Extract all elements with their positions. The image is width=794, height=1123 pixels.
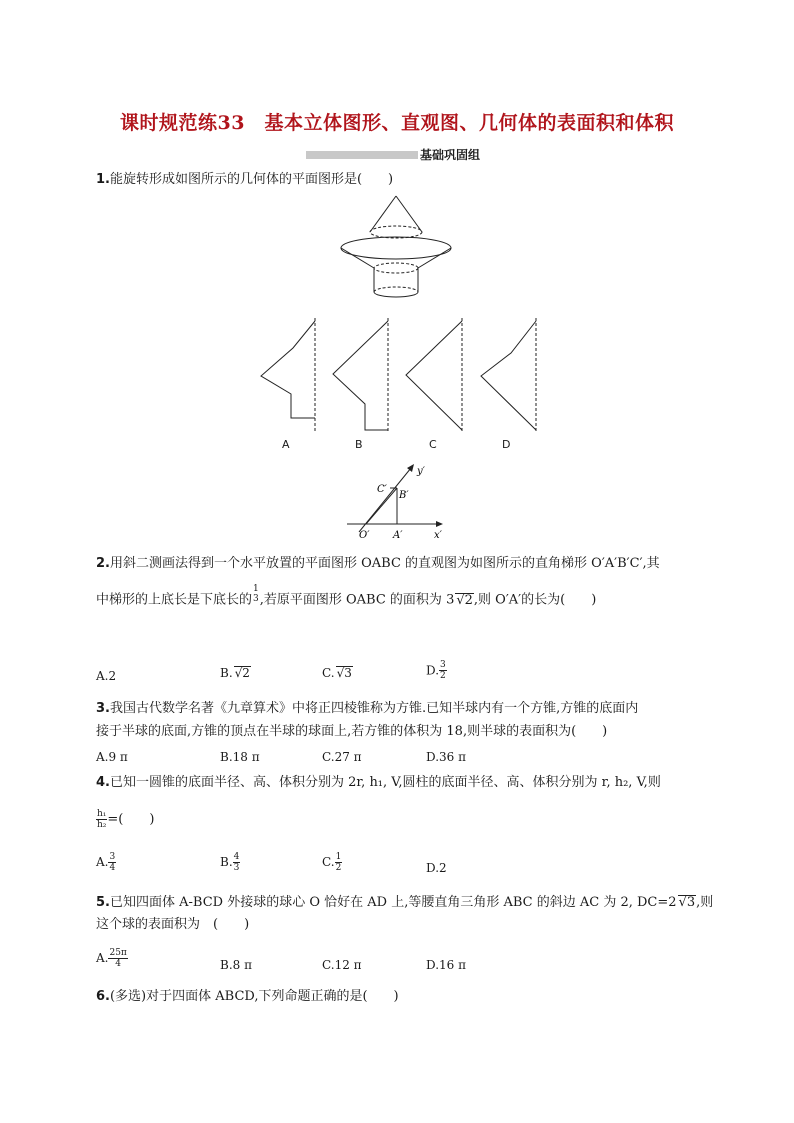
- option-label-c: C: [429, 438, 437, 451]
- numerator: 3: [440, 660, 446, 670]
- question-2: [96, 554, 660, 574]
- label-o: O′: [359, 530, 370, 541]
- numerator: 3: [109, 852, 116, 862]
- option-prefix: B.: [220, 855, 233, 869]
- option-prefix: A.: [96, 951, 109, 965]
- sqrt-icon: √3: [336, 666, 352, 680]
- q4-option-b[interactable]: [220, 852, 240, 873]
- q2-option-c[interactable]: [322, 666, 353, 680]
- question-2-line2: [96, 584, 597, 611]
- text-segment: ,则 O′A′的长为( ): [473, 592, 597, 608]
- fraction: [335, 852, 343, 873]
- solid-figure: [336, 192, 458, 304]
- q3-option-a[interactable]: A.9 π: [96, 750, 128, 764]
- denominator: 4: [115, 959, 122, 969]
- section-bar: [306, 151, 418, 159]
- numerator: 1: [335, 852, 342, 862]
- label-x: x′: [434, 530, 442, 541]
- label-b: B′: [399, 490, 409, 501]
- option-prefix: C.: [322, 666, 335, 680]
- question-number: 4.: [96, 775, 110, 790]
- question-4-line2: [96, 809, 154, 830]
- fraction: [233, 852, 241, 873]
- text-segment: ,则: [696, 895, 714, 910]
- question-number: 6.: [96, 989, 110, 1004]
- sqrt-icon: √2: [456, 592, 473, 608]
- q5-option-c[interactable]: C.12 π: [322, 958, 362, 972]
- question-5-line2: 这个球的表面积为 ( ): [96, 917, 250, 932]
- q2-option-a[interactable]: A.2: [96, 669, 117, 683]
- option-label-d: D: [502, 438, 511, 451]
- numerator: 25π: [109, 948, 127, 958]
- question-number: 1.: [96, 172, 110, 187]
- question-6: [96, 987, 399, 1007]
- option-c-shape: [406, 318, 462, 433]
- q3-option-b[interactable]: B.18 π: [220, 750, 260, 764]
- option-label-b: B: [355, 438, 363, 451]
- fraction: [96, 809, 107, 830]
- label-a: A′: [393, 530, 403, 541]
- q4-option-d[interactable]: D.2: [426, 861, 447, 875]
- denominator: 3: [233, 863, 240, 873]
- page-title: 课时规范练33 基本立体图形、直观图、几何体的表面积和体积: [120, 112, 674, 134]
- sqrt-value: 3: [686, 895, 696, 910]
- option-prefix: C.: [322, 855, 335, 869]
- option-a-shape: [261, 318, 315, 433]
- question-number: 3.: [96, 701, 110, 716]
- question-text-line1: 已知一圆锥的底面半径、高、体积分别为 2r, h₁, V,圆柱的底面半径、高、体积分别为 r, h₂, V,则: [109, 775, 661, 790]
- option-prefix: B.: [220, 666, 233, 680]
- q5-option-b[interactable]: B.8 π: [220, 958, 252, 972]
- q2-option-d[interactable]: [426, 660, 447, 681]
- question-1: [96, 170, 393, 190]
- question-text: 能旋转形成如图所示的几何体的平面图形是( ): [109, 172, 394, 187]
- fraction: [252, 584, 260, 604]
- numerator: 1: [253, 584, 259, 594]
- question-number: 5.: [96, 895, 110, 910]
- q4-option-a[interactable]: [96, 852, 116, 873]
- text-segment: 中梯形的上底长是下底长的: [96, 592, 253, 608]
- denominator: 4: [109, 863, 116, 873]
- label-c: C′: [377, 484, 387, 495]
- option-prefix: A.: [96, 855, 109, 869]
- question-text: (多选)对于四面体 ABCD,下列命题正确的是( ): [109, 989, 399, 1004]
- denominator: 3: [253, 594, 259, 604]
- question-text-line1: 用斜二测画法得到一个水平放置的平面图形 OABC 的直观图为如图所示的直角梯形 O′A′B′C′,其: [109, 556, 660, 571]
- text-segment: =( ): [107, 812, 155, 827]
- denominator: 2: [335, 863, 342, 873]
- text-segment: 已知四面体 A-BCD 外接球的球心 O 恰好在 AD 上,等腰直角三角形 ABC 的斜边 AC 为 2, DC=2: [109, 895, 677, 910]
- option-shapes: [255, 318, 555, 433]
- question-4: [96, 773, 661, 793]
- fraction: [108, 852, 116, 873]
- sqrt-value: 2: [464, 592, 473, 608]
- q5-option-d[interactable]: D.16 π: [426, 958, 466, 972]
- option-b-shape: [333, 318, 388, 433]
- sqrt-value: 2: [242, 666, 250, 680]
- trapezoid-figure: [345, 462, 450, 542]
- fraction: [108, 948, 127, 969]
- numerator: h₁: [97, 809, 107, 819]
- sqrt-value: 3: [344, 666, 352, 680]
- q2-option-b[interactable]: [220, 666, 251, 680]
- q3-option-c[interactable]: C.27 π: [322, 750, 362, 764]
- section-label: 基础巩固组: [420, 148, 481, 162]
- denominator: h₂: [97, 820, 107, 830]
- sqrt-icon: √3: [678, 895, 696, 910]
- question-number: 2.: [96, 556, 110, 571]
- option-label-a: A: [282, 438, 290, 451]
- numerator: 4: [233, 852, 240, 862]
- question-3: [96, 699, 638, 719]
- sqrt-icon: √2: [234, 666, 250, 680]
- question-5: [96, 893, 713, 913]
- q3-option-d[interactable]: D.36 π: [426, 750, 466, 764]
- denominator: 2: [440, 671, 446, 681]
- text-segment: ,若原平面图形 OABC 的面积为 3: [259, 592, 455, 608]
- question-text-line1: 我国古代数学名著《九章算术》中将正四棱锥称为方锥.已知半球内有一个方锥,方锥的底面内: [109, 701, 639, 716]
- option-d-shape: [481, 318, 536, 433]
- label-y: y′: [417, 466, 425, 477]
- q4-option-c[interactable]: [322, 852, 342, 873]
- question-3-line2: 接于半球的底面,方锥的顶点在半球的球面上,若方锥的体积为 18,则半球的表面积为( ): [96, 724, 608, 739]
- fraction: [439, 660, 447, 681]
- option-prefix: D.: [426, 663, 440, 678]
- q5-option-a[interactable]: [96, 948, 128, 969]
